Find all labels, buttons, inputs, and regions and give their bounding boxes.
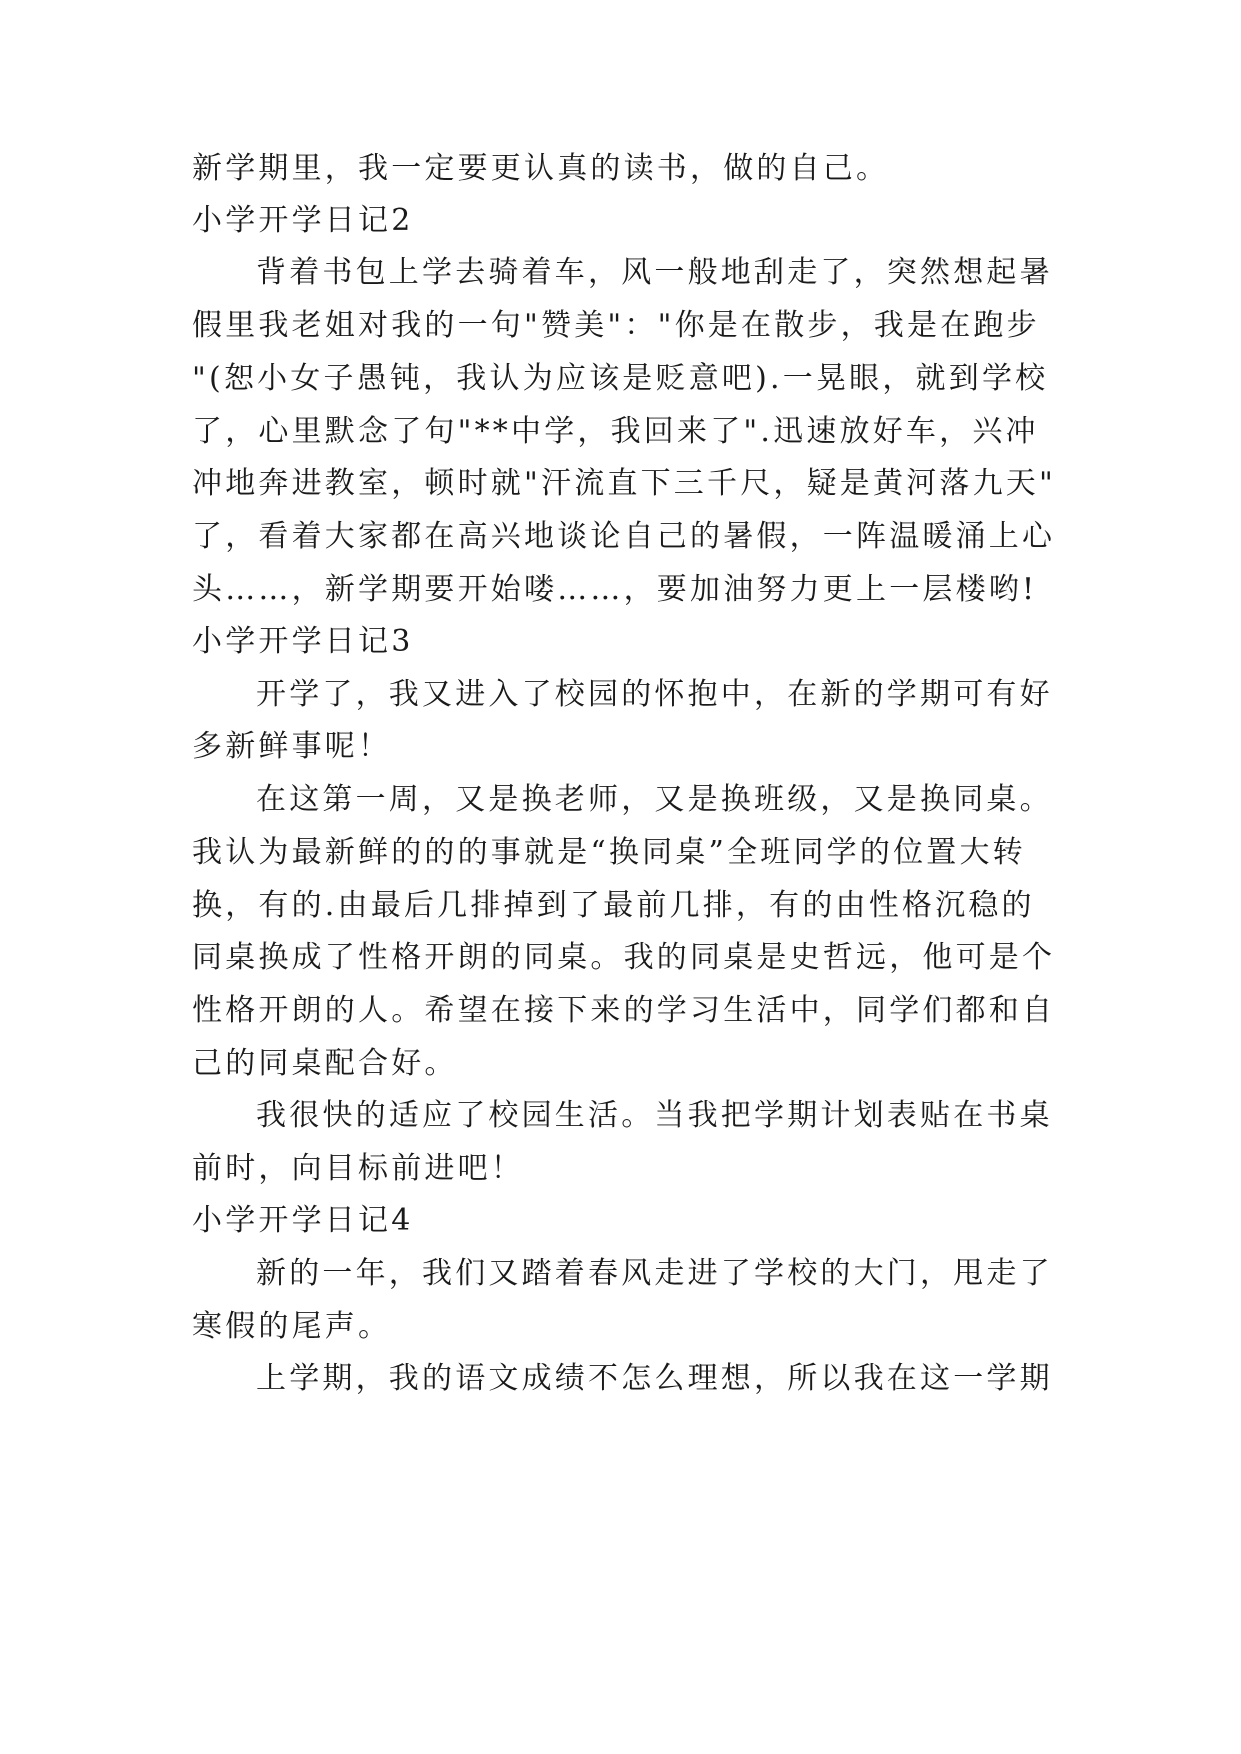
paragraph-line: 换，有的.由最后几排掉到了最前几排，有的由性格沉稳的 — [192, 888, 1035, 923]
paragraph-line: 了，看着大家都在高兴地谈论自己的暑假，一阵温暖涌上心 — [192, 519, 1056, 554]
paragraph-line: 上学期，我的语文成绩不怎么理想，所以我在这一学期 — [256, 1361, 1053, 1396]
section-heading: 小学开学日记2 — [192, 203, 414, 238]
paragraph-line: 同桌换成了性格开朗的同桌。我的同桌是史哲远，他可是个 — [192, 940, 1056, 975]
paragraph-line: 冲地奔进教室，顿时就"汗流直下三千尺，疑是黄河落九天" — [192, 466, 1056, 501]
paragraph-line: 假里我老姐对我的一句"赞美"："你是在散步，我是在跑步 — [192, 308, 1040, 343]
paragraph-line: 了，心里默念了句"**中学，我回来了".迅速放好车，兴冲 — [192, 414, 1039, 449]
paragraph-line: "(恕小女子愚钝，我认为应该是贬意吧).一晃眼，就到学校 — [192, 361, 1049, 396]
paragraph-line: 性格开朗的人。希望在接下来的学习生活中，同学们都和自 — [192, 993, 1056, 1028]
paragraph-line: 背着书包上学去骑着车，风一般地刮走了，突然想起暑 — [256, 255, 1053, 290]
paragraph-line: 己的同桌配合好。 — [192, 1046, 458, 1081]
section-heading: 小学开学日记3 — [192, 624, 414, 659]
paragraph-line: 在这第一周，又是换老师，又是换班级，又是换同桌。 — [256, 782, 1053, 817]
paragraph-line: 开学了，我又进入了校园的怀抱中，在新的学期可有好 — [256, 677, 1053, 712]
paragraph-line: 我认为最新鲜的的的事就是“换同桌”全班同学的位置大转 — [192, 835, 1026, 870]
paragraph-line: 多新鲜事呢！ — [192, 729, 392, 764]
paragraph-line: 前时，向目标前进吧！ — [192, 1151, 524, 1186]
paragraph-line: 我很快的适应了校园生活。当我把学期计划表贴在书桌 — [256, 1098, 1053, 1133]
section-heading: 小学开学日记4 — [192, 1203, 414, 1238]
paragraph-line: 新的一年，我们又踏着春风走进了学校的大门，甩走了 — [256, 1256, 1053, 1291]
paragraph-line: 新学期里，我一定要更认真的读书，做的自己。 — [192, 151, 890, 186]
paragraph-line: 寒假的尾声。 — [192, 1309, 392, 1344]
paragraph-line: 头……，新学期要开始喽……，要加油努力更上一层楼哟! — [192, 572, 1038, 607]
